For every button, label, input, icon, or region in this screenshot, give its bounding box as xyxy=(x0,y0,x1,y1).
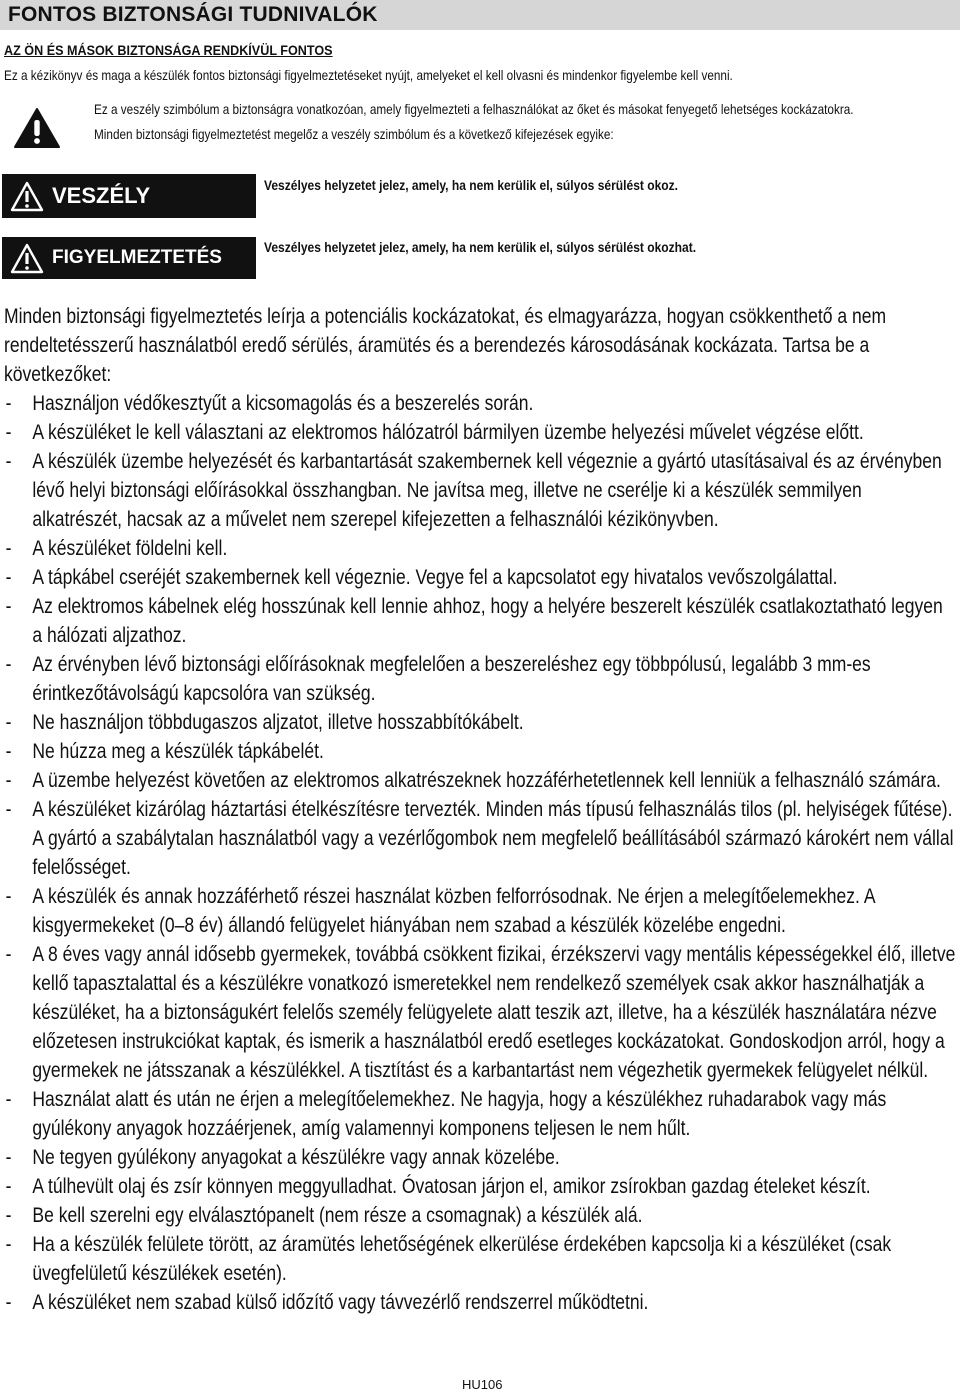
title-bar xyxy=(0,0,960,30)
list-item: - A készüléket le kell választani az elektromos hálózatról bármilyen üzembe helyezési művelet végzése előtt. xyxy=(4,418,956,447)
list-item: - Használjon védőkesztyűt a kicsomagolás és a beszerelés során. xyxy=(4,389,956,418)
list-item: - Ne tegyen gyúlékony anyagokat a készülékre vagy annak közelébe. xyxy=(4,1143,956,1172)
symbol-usage-note: Minden biztonsági figyelmeztetést megelőz a veszély szimbólum és a következő kifejezések egyike: xyxy=(94,126,614,142)
list-item: - Ne húzza meg a készülék tápkábelét. xyxy=(4,737,956,766)
list-item: - Az elektromos kábelnek elég hosszúnak kell lennie ahhoz, hogy a helyére beszerelt készülék csatlakoztatható legyen a hálózati aljzathoz. xyxy=(4,592,956,650)
danger-label-box xyxy=(2,174,256,218)
list-item: - Használat alatt és után ne érjen a melegítőelemekhez. Ne hagyja, hogy a készülékhez ruhadarabok vagy más gyúlékony anyagok hozzáérjenek, amíg valamennyi komponens teljesen le nem hűlt. xyxy=(4,1085,956,1143)
safety-instructions xyxy=(4,302,956,1317)
list-item: - A készüléket kizárólag háztartási ételkészítésre tervezték. Minden más típusú felhasználás tilos (pl. helyiségek fűtése). A gyártó a szabálytalan használatból vagy a vezérlőgombok nem megfelelő beállításából származó károkért nem vállal felelősséget. xyxy=(4,795,956,882)
intro-text: Ez a kézikönyv és maga a készülék fontos biztonsági figyelmeztetéseket nyújt, amelyeket el kell olvasni és mindenkor figyelembe kell venni. xyxy=(4,67,733,83)
warning-description: Veszélyes helyzetet jelez, amely, ha nem kerülik el, súlyos sérülést okozhat. xyxy=(264,239,697,255)
list-item: - A túlhevült olaj és zsír könnyen meggyulladhat. Óvatosan járjon el, amikor zsírokban gazdag ételeket készít. xyxy=(4,1172,956,1201)
list-item: - A 8 éves vagy annál idősebb gyermekek, továbbá csökkent fizikai, érzékszervi vagy mentális képességekkel élő, illetve kellő tapasztalattal és a készülékre vonatkozó ismeretekkel nem rendelkező személyek csak akkor használhatják a készüléket, ha a biztonságukért felelős személy felügyelete alatt teszik azt, illetve, ha a készülék használatára nézve előzetesen instrukciókat kaptak, és ismerik a használatból eredő esetleges kockázatokat. Gondoskodjon arról, hogy a gyermekek ne játsszanak a készülékkel. A tisztítást és a karbantartást nem végezhetik gyermekek felügyelet nélkül. xyxy=(4,940,956,1085)
danger-description: Veszélyes helyzetet jelez, amely, ha nem kerülik el, súlyos sérülést okoz. xyxy=(264,177,679,193)
section-subtitle: AZ ÖN ÉS MÁSOK BIZTONSÁGA RENDKÍVÜL FONTOS xyxy=(4,42,333,58)
instructions-intro: Minden biztonsági figyelmeztetés leírja a potenciális kockázatokat, és elmagyarázza, hogyan csökkenthető a nem rendeltetésszerű használatból eredő sérülés, áramütés és a berendezés károsodásának kockázata. Tartsa be a következőket: xyxy=(4,305,887,386)
danger-label: VESZÉLY xyxy=(52,183,151,208)
list-item: - A készülék üzembe helyezését és karbantartását szakembernek kell végeznie a gyártó utasításaival és az érvényben lévő helyi biztonsági előírásokkal összhangban. Ne javítsa meg, illetve ne cserélje ki a készülék semmilyen alkatrészét, hacsak az a művelet nem szerepel kifejezetten a felhasználói kézikönyvben. xyxy=(4,447,956,534)
warning-triangle-icon xyxy=(10,181,44,212)
page-title: FONTOS BIZTONSÁGI TUDNIVALÓK xyxy=(8,3,378,26)
warning-label-box xyxy=(2,237,256,279)
list-item: - A készülék és annak hozzáférhető részei használat közben felforrósodnak. Ne érjen a melegítőelemekhez. A kisgyermekeket (0–8 év) állandó felügyelet hiányában nem szabad a készülék közelébe engedni. xyxy=(4,882,956,940)
list-item: - Ne használjon többdugaszos aljzatot, illetve hosszabbítókábelt. xyxy=(4,708,956,737)
list-item: - A készüléket földelni kell. xyxy=(4,534,956,563)
instruction-list xyxy=(4,389,956,1317)
page-code: HU106 xyxy=(462,1377,503,1392)
warning-label: FIGYELMEZTETÉS xyxy=(52,247,222,268)
list-item: - A üzembe helyezést követően az elektromos alkatrészeknek hozzáférhetetlennek kell lenniük a felhasználó számára. xyxy=(4,766,956,795)
warning-triangle-icon xyxy=(10,243,44,274)
list-item: - A tápkábel cseréjét szakembernek kell végeznie. Vegye fel a kapcsolatot egy hivatalos vevőszolgálattal. xyxy=(4,563,956,592)
warning-triangle-icon xyxy=(14,107,60,149)
symbol-description: Ez a veszély szimbólum a biztonságra vonatkozóan, amely figyelmezteti a felhasználókat az őket és másokat fenyegető lehetséges kockázatokra. xyxy=(94,101,854,117)
list-item: - Ha a készülék felülete törött, az áramütés lehetőségének elkerülése érdekében kapcsolja ki a készüléket (csak üvegfelületű készülékek esetén). xyxy=(4,1230,956,1288)
list-item: - Az érvényben lévő biztonsági előírásoknak megfelelően a beszereléshez egy többpólusú, legalább 3 mm-es érintkezőtávolságú kapcsolóra van szükség. xyxy=(4,650,956,708)
list-item: - Be kell szerelni egy elválasztópanelt (nem része a csomagnak) a készülék alá. xyxy=(4,1201,956,1230)
list-item: - A készüléket nem szabad külső időzítő vagy távvezérlő rendszerrel működtetni. xyxy=(4,1288,956,1317)
